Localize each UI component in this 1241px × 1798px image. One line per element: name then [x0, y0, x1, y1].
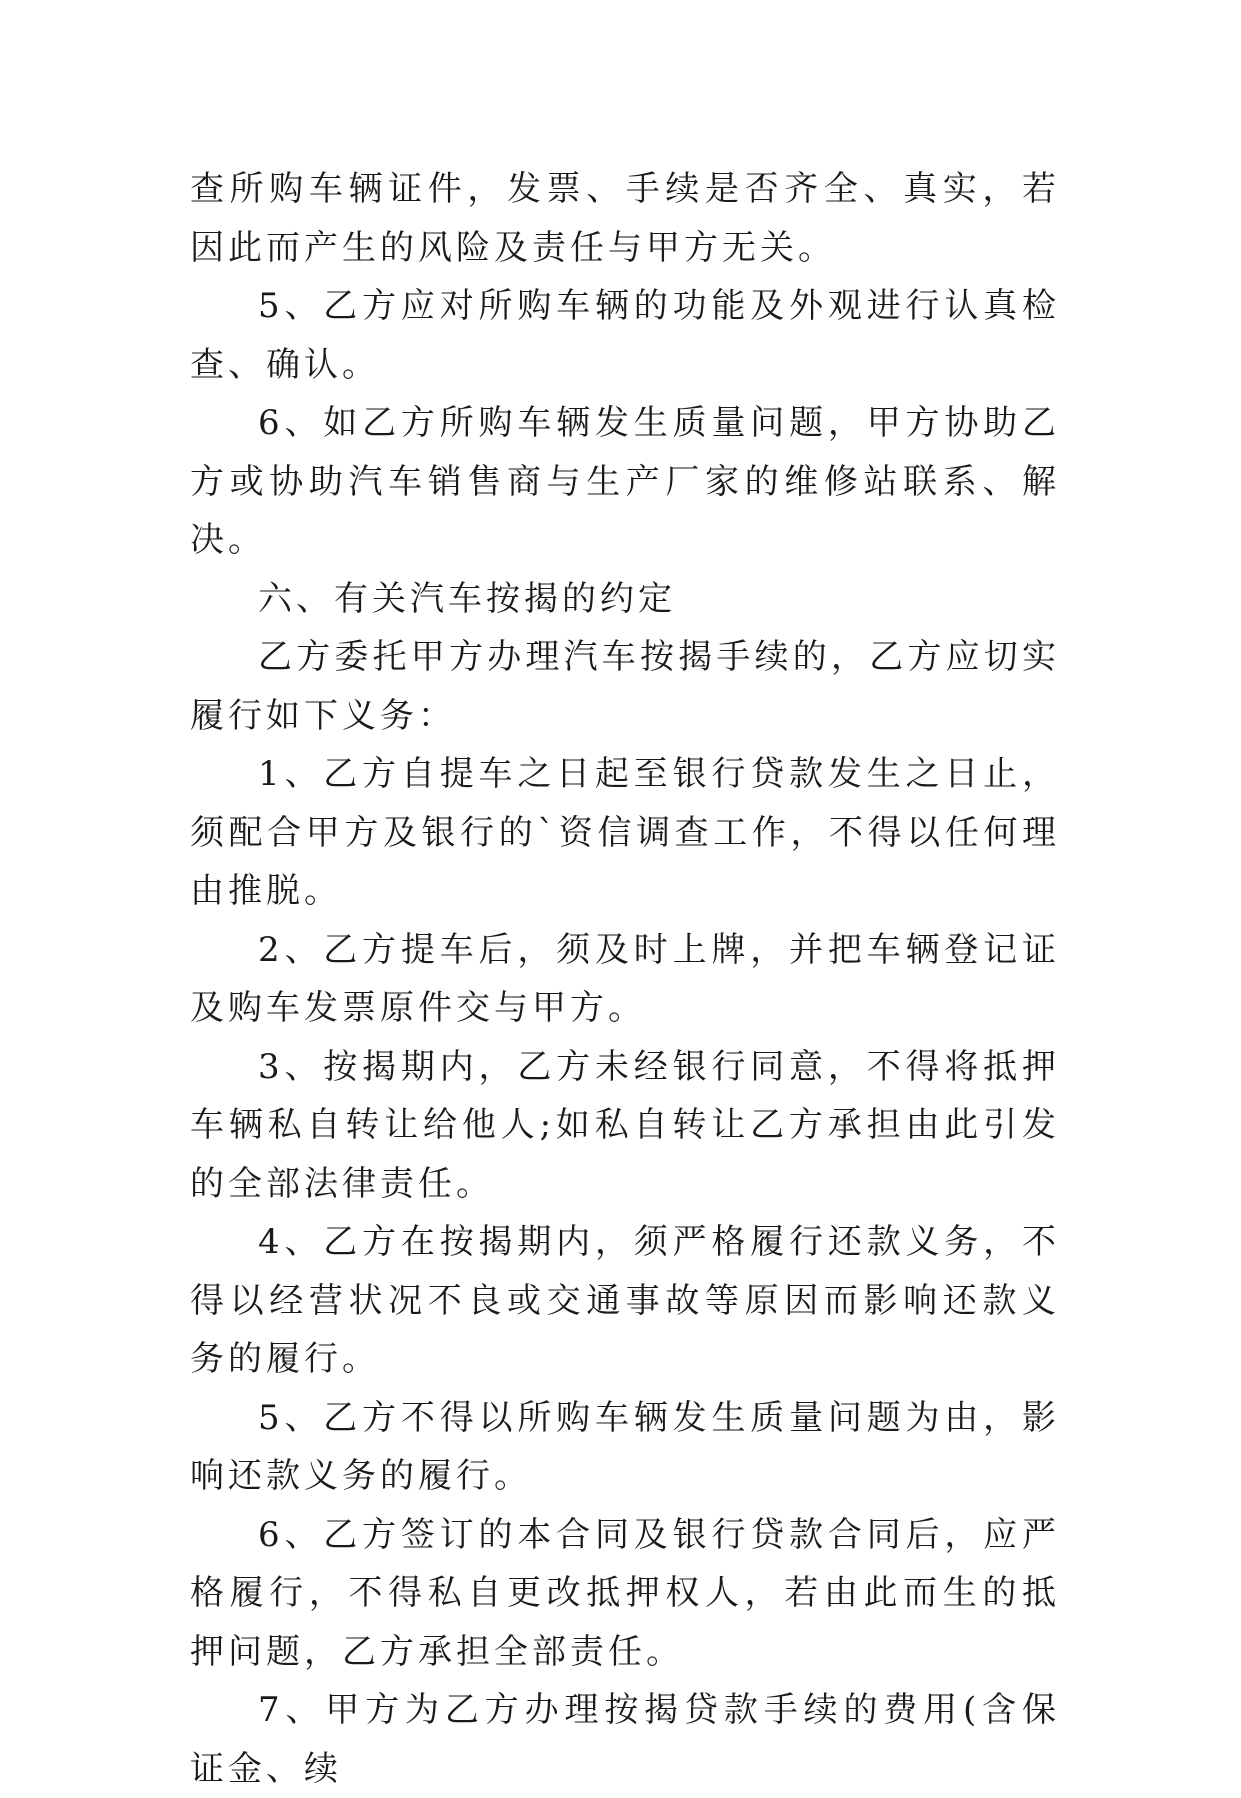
- paragraph-9: 4、乙方在按揭期内，须严格履行还款义务，不得以经营状况不良或交通事故等原因而影响还款义务的履行。: [190, 1222, 1060, 1379]
- section-heading: 六、有关汽车按揭的约定: [258, 578, 676, 619]
- paragraph-8: 3、按揭期内，乙方未经银行同意，不得将抵押车辆私自转让给他人;如私自转让乙方承担由此引发的全部法律责任。: [190, 1046, 1060, 1204]
- paragraph-11: 6、乙方签订的本合同及银行贷款合同后，应严格履行，不得私自更改抵押权人，若由此而生的抵押问题，乙方承担全部责任。: [190, 1514, 1060, 1672]
- paragraph-7: 2、乙方提车后，须及时上牌，并把车辆登记证及购车发票原件交与甲方。: [190, 929, 1060, 1028]
- paragraph-1: 查所购车辆证件，发票、手续是否齐全、真实，若因此而产生的风险及责任与甲方无关。: [190, 169, 1060, 268]
- paragraph-10: 5、乙方不得以所购车辆发生质量问题为由，影响还款义务的履行。: [190, 1397, 1060, 1496]
- paragraph-6: 1、乙方自提车之日起至银行贷款发生之日止，须配合甲方及银行的`资信调查工作，不得以任何理由推脱。: [190, 754, 1060, 911]
- paragraph-2: 5、乙方应对所购车辆的功能及外观进行认真检查、确认。: [190, 286, 1060, 385]
- paragraph-5: 乙方委托甲方办理汽车按揭手续的，乙方应切实履行如下义务：: [190, 637, 1060, 736]
- paragraph-12: 7、甲方为乙方办理按揭贷款手续的费用(含保证金、续: [190, 1690, 1060, 1789]
- document-page: [190, 160, 1060, 1798]
- paragraph-3: 6、如乙方所购车辆发生质量问题，甲方协助乙方或协助汽车销售商与生产厂家的维修站联系、解决。: [190, 403, 1060, 560]
